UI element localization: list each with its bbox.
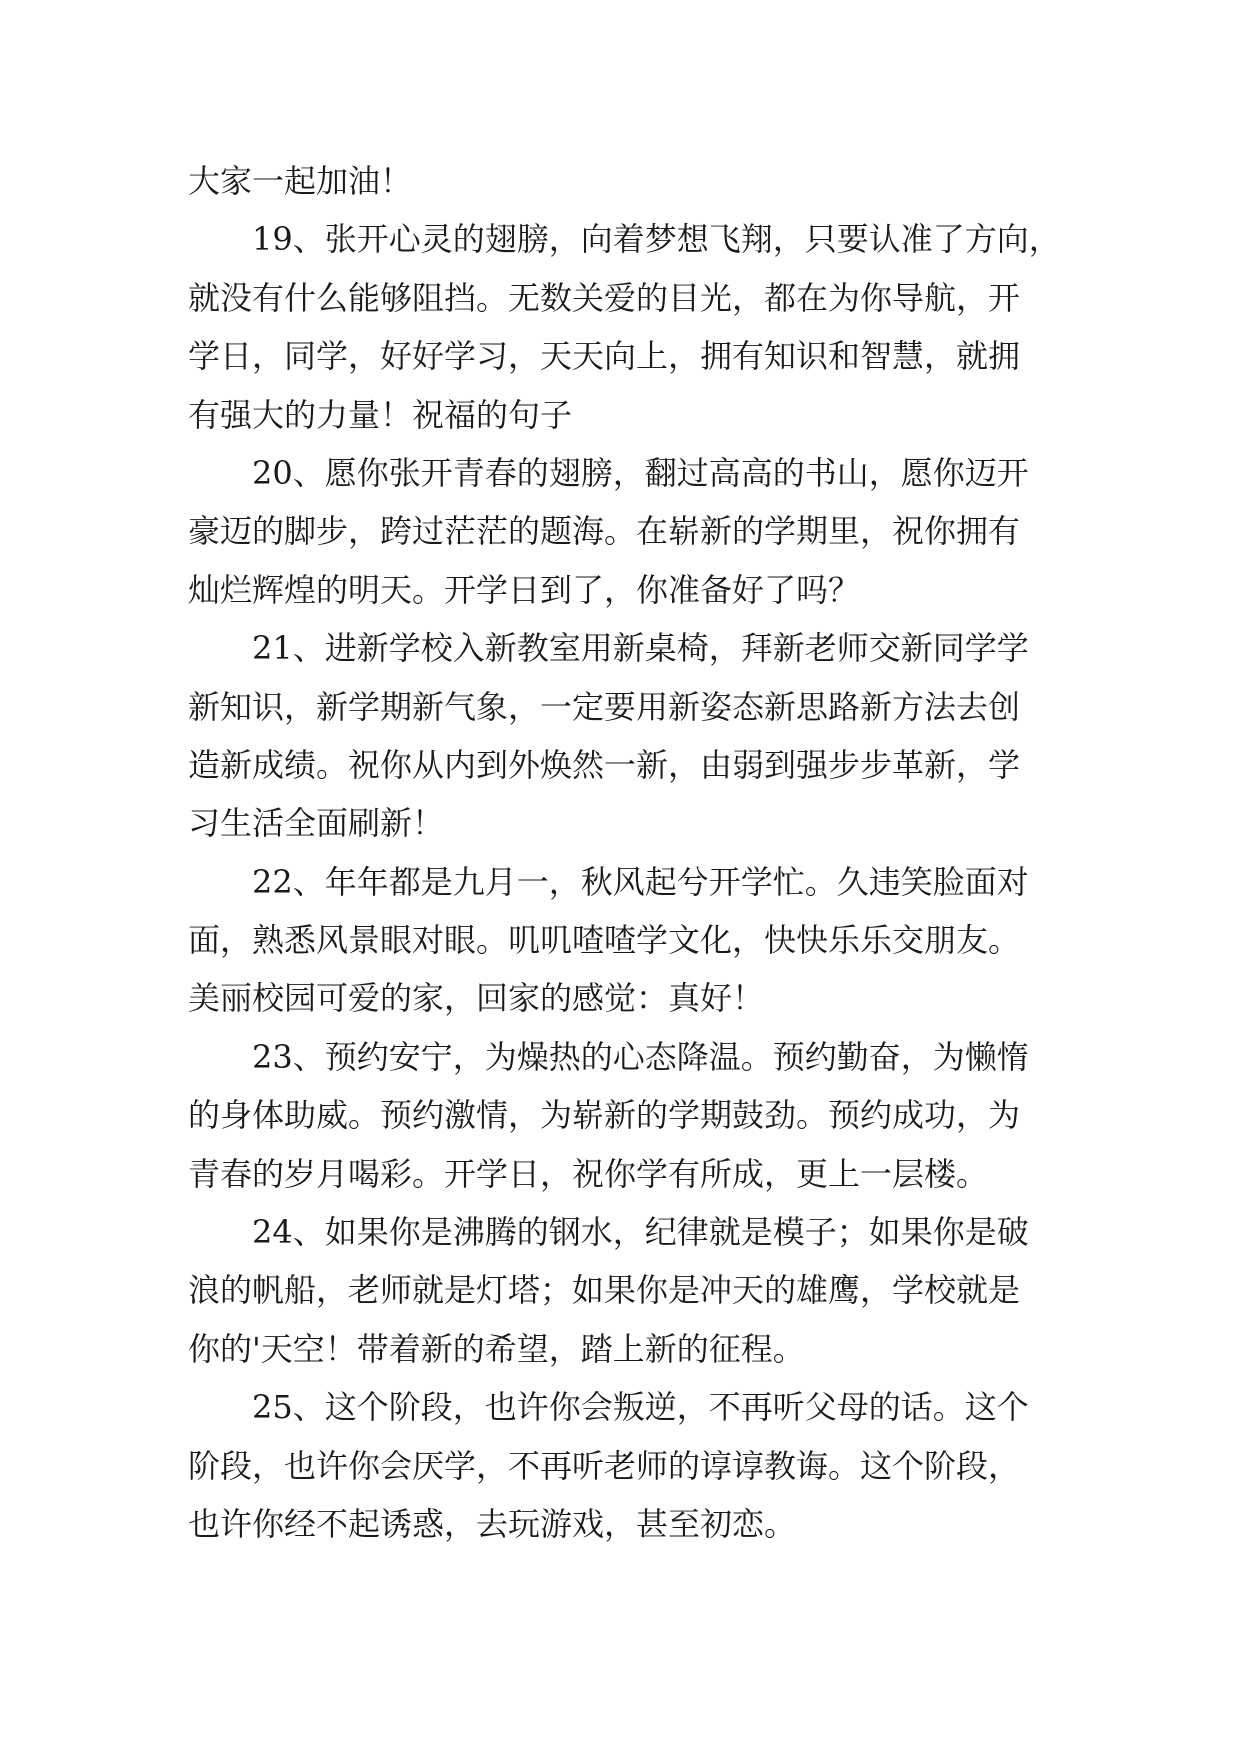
text-line: 大家一起加油！ <box>188 162 413 200</box>
text-line: 造新成绩。祝你从内到外焕然一新，由弱到强步步革新，学 <box>188 745 1021 784</box>
text-line: 豪迈的脚步，跨过茫茫的题海。在崭新的学期里，祝你拥有 <box>188 512 1021 551</box>
text-line: 你的'天空！带着新的希望，踏上新的征程。 <box>188 1329 805 1368</box>
text-line: 20、愿你张开青春的翅膀，翻过高高的书山，愿你迈开 <box>252 453 1029 492</box>
text-line: 浪的帆船，老师就是灯塔；如果你是冲天的雄鹰，学校就是 <box>188 1271 1021 1310</box>
text-line: 25、这个阶段，也许你会叛逆，不再听父母的话。这个 <box>252 1388 1029 1427</box>
text-line: 的身体助威。预约激情，为崭新的学期鼓劲。预约成功，为 <box>188 1096 1021 1135</box>
text-line: 22、年年都是九月一，秋风起兮开学忙。久违笑脸面对 <box>252 862 1029 901</box>
text-line: 青春的岁月喝彩。开学日，祝你学有所成，更上一层楼。 <box>188 1154 989 1193</box>
text-line: 新知识，新学期新气象，一定要用新姿态新思路新方法去创 <box>188 687 1021 726</box>
text-line: 灿烂辉煌的明天。开学日到了，你准备好了吗？ <box>188 570 861 609</box>
text-line: 19、张开心灵的翅膀，向着梦想飞翔，只要认准了方向， <box>252 220 1061 259</box>
text-line: 有强大的力量！祝福的句子 <box>188 395 573 434</box>
text-line: 习生活全面刷新！ <box>188 804 445 843</box>
text-line: 23、预约安宁，为燥热的心态降温。预约勤奋，为懒惰 <box>252 1037 1029 1076</box>
text-line: 也许你经不起诱惑，去玩游戏，甚至初恋。 <box>188 1504 797 1543</box>
document-body <box>188 152 1062 1553</box>
text-line: 学日，同学，好好学习，天天向上，拥有知识和智慧，就拥 <box>188 337 1021 376</box>
text-line: 美丽校园可爱的家，回家的感觉：真好！ <box>188 979 765 1018</box>
text-line: 面，熟悉风景眼对眼。叽叽喳喳学文化，快快乐乐交朋友。 <box>188 921 1021 960</box>
text-line: 就没有什么能够阻挡。无数关爱的目光，都在为你导航，开 <box>188 278 1021 317</box>
text-line: 21、进新学校入新教室用新桌椅，拜新老师交新同学学 <box>252 629 1029 668</box>
text-line: 阶段，也许你会厌学，不再听老师的谆谆教诲。这个阶段， <box>188 1446 1021 1485</box>
text-line: 24、如果你是沸腾的钢水，纪律就是模子；如果你是破 <box>252 1213 1029 1252</box>
